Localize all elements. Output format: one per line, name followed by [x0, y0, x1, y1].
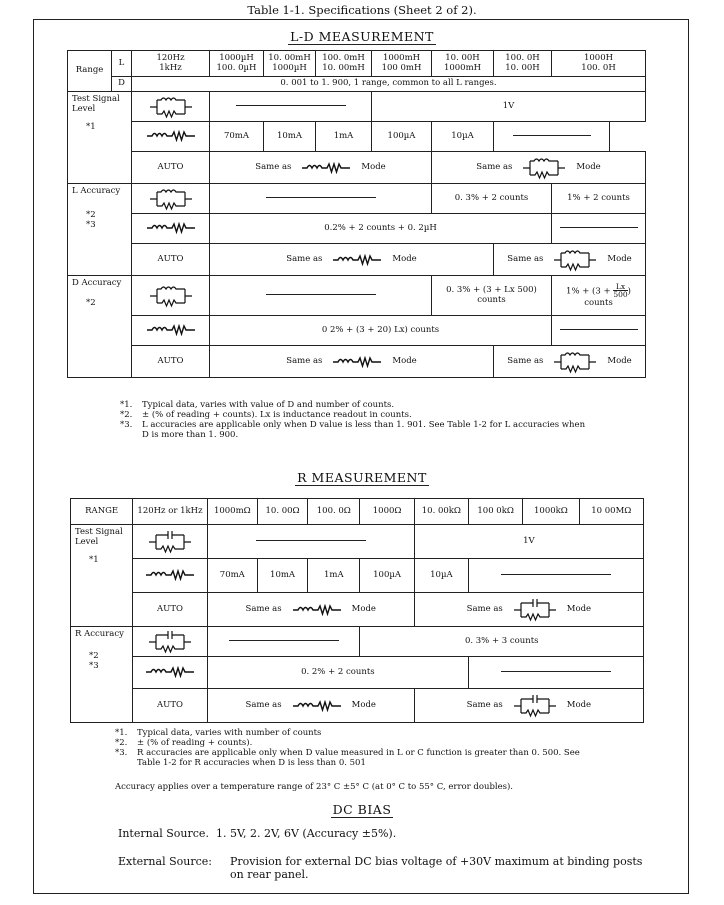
- r-acc-parallel: 0. 3% + 3 counts: [360, 627, 644, 657]
- series-inductor-icon: [132, 122, 210, 152]
- internal-source: Internal Source. 1. 5V, 2. 2V, 6V (Accuracy ±5%).: [118, 827, 397, 840]
- r-ts-series-value: 1mA: [308, 559, 360, 593]
- r-ts-parallel-value: 1V: [414, 525, 643, 559]
- ld-range-label: Range: [68, 51, 112, 92]
- ld-range-cell: 10. 00mH 1000µH: [264, 51, 316, 77]
- ld-l-label: L: [112, 51, 132, 77]
- r-range-cell: 10. 00Ω: [257, 499, 307, 525]
- footnote: *3. L accuracies are applicable only when D value is less than 1. 901. See Table 1-2 for L accuracies when D is more than 1. 900.: [120, 420, 586, 441]
- ld-l-acc-parallel: 0. 3% + 2 counts: [432, 184, 552, 214]
- ld-ts-series-value: 100µA: [372, 122, 432, 152]
- parallel-inductor-icon: [132, 276, 210, 316]
- footnote: *1. Typical data, varies with number of counts: [115, 728, 322, 738]
- dash-placeholder: [207, 525, 414, 559]
- r-footnotes: [115, 728, 595, 768]
- parallel-capacitor-icon: [133, 627, 207, 657]
- ld-ts-series-value: 10mA: [264, 122, 316, 152]
- parallel-inductor-icon: [132, 92, 210, 122]
- dash-placeholder: [469, 657, 644, 689]
- footnote: *1. Typical data, varies with value of D and number of counts.: [120, 400, 395, 410]
- r-range-cell: 1000Ω: [360, 499, 414, 525]
- ld-ts-series-value: 10µA: [432, 122, 494, 152]
- parallel-capacitor-icon: [133, 525, 207, 559]
- r-ts-series-value: 10µA: [414, 559, 468, 593]
- ld-range-cell: 10. 00H 1000mH: [432, 51, 494, 77]
- footnote: *2. ± (% of reading + counts).: [115, 738, 253, 749]
- ld-d-label: D: [112, 77, 132, 92]
- series-inductor-icon: [301, 162, 351, 174]
- r-range-cell: 100. 0Ω: [308, 499, 360, 525]
- r-range-cell: 100 0kΩ: [469, 499, 523, 525]
- ld-same-as-series: Same as Mode: [210, 346, 494, 378]
- ld-l-acc-parallel: 1% + 2 counts: [552, 184, 646, 214]
- parallel-inductor-icon: [553, 248, 597, 272]
- ld-range-cell: 100. 0mH 10. 00mH: [316, 51, 372, 77]
- parallel-inductor-icon: [553, 350, 597, 374]
- ld-ts-series-value: 70mA: [210, 122, 264, 152]
- ld-d-acc-parallel: 0. 3% + (3 + Lx 500) counts: [432, 276, 552, 316]
- ld-range-cell: 1000H 100. 0H: [552, 51, 646, 77]
- ld-same-as-parallel: Same as Mode: [432, 152, 646, 184]
- parallel-capacitor-icon: [513, 694, 557, 718]
- ld-same-as-parallel: Same as Mode: [494, 346, 646, 378]
- parallel-inductor-icon: [522, 156, 566, 180]
- series-inductor-icon: [132, 316, 210, 346]
- ld-auto-label: AUTO: [132, 244, 210, 276]
- r-acc-series: 0. 2% + 2 counts: [207, 657, 468, 689]
- ld-ts-parallel-value: 1V: [372, 92, 646, 122]
- r-ts-series-value: 10mA: [257, 559, 307, 593]
- r-range-label: RANGE: [71, 499, 133, 525]
- r-ts-series-value: 70mA: [207, 559, 257, 593]
- dash-placeholder: [210, 184, 432, 214]
- r-range-cell: 1000kΩ: [523, 499, 579, 525]
- r-table: [70, 498, 644, 723]
- ld-l-accuracy-label: L Accuracy *2 *3: [68, 184, 132, 276]
- r-test-signal-label: Test Signal Level *1: [71, 525, 133, 627]
- footnote: *3. R accuracies are applicable only when D value measured in L or C function is greater than 0. 500. See Table 1-2 for R accuracies when D is less than 0. 501: [115, 748, 580, 769]
- dash-placeholder: [210, 92, 372, 122]
- ld-auto-label: AUTO: [132, 152, 210, 184]
- ld-same-as-parallel: Same as Mode: [494, 244, 646, 276]
- ld-d-acc-parallel: 1% + (3 + $\frac{Lx}{500}$) counts: [552, 276, 646, 316]
- ld-d-acc-series: 0 2% + (3 + 20) Lx) counts: [210, 316, 552, 346]
- dash-placeholder: [210, 276, 432, 316]
- ld-d-accuracy-label: D Accuracy *2: [68, 276, 132, 378]
- ld-range-cell: 1000mH 100 0mH: [372, 51, 432, 77]
- ld-same-as-series: Same as Mode: [210, 244, 494, 276]
- series-resistor-icon: [292, 700, 342, 712]
- r-same-as-series: Same as Mode: [207, 689, 414, 723]
- ld-section-title: L-D MEASUREMENT: [290, 29, 434, 44]
- r-auto-label: AUTO: [133, 689, 207, 723]
- r-freq-header: 120Hz or 1kHz: [133, 499, 207, 525]
- ld-table: [67, 50, 646, 378]
- dash-placeholder: [494, 122, 610, 152]
- r-accuracy-label: R Accuracy *2 *3: [71, 627, 133, 723]
- r-ts-series-value: 100µA: [360, 559, 414, 593]
- ld-footnotes: [120, 400, 590, 440]
- dash-placeholder: [469, 559, 644, 593]
- series-resistor-icon: [292, 604, 342, 616]
- r-range-cell: 10. 00kΩ: [414, 499, 468, 525]
- r-range-cell: 1000mΩ: [207, 499, 257, 525]
- ld-freq-header: 120Hz 1kHz: [132, 51, 210, 77]
- series-resistor-icon: [133, 657, 207, 689]
- r-same-as-series: Same as Mode: [207, 593, 414, 627]
- dash-placeholder: [552, 214, 646, 244]
- footnote: *2. ± (% of reading + counts). Lx is inductance readout in counts.: [120, 410, 412, 421]
- ld-range-cell: 100. 0H 10. 00H: [494, 51, 552, 77]
- external-source: External Source: Provision for external DC bias voltage of +30V maximum at binding posts on rear panel.: [118, 855, 643, 881]
- ld-l-acc-series: 0.2% + 2 counts + 0. 2µH: [210, 214, 552, 244]
- ld-auto-label: AUTO: [132, 346, 210, 378]
- temperature-note: Accuracy applies over a temperature range of 23° C ±5° C (at 0° C to 55° C, error doubles).: [115, 782, 514, 792]
- parallel-inductor-icon: [132, 184, 210, 214]
- dc-bias-title: DC BIAS: [332, 802, 392, 817]
- ld-ts-series-value: 1mA: [316, 122, 372, 152]
- dash-placeholder: [552, 316, 646, 346]
- dash-placeholder: [207, 627, 360, 657]
- ld-d-range: 0. 001 to 1. 900, 1 range, common to all L ranges.: [132, 77, 646, 92]
- series-inductor-icon: [332, 254, 382, 266]
- ld-range-cell: 1000µH 100. 0µH: [210, 51, 264, 77]
- r-same-as-parallel: Same as Mode: [414, 689, 643, 723]
- series-resistor-icon: [133, 559, 207, 593]
- series-inductor-icon: [332, 356, 382, 368]
- r-auto-label: AUTO: [133, 593, 207, 627]
- r-same-as-parallel: Same as Mode: [414, 593, 643, 627]
- ld-same-as-series: Same as Mode: [210, 152, 432, 184]
- ld-test-signal-label: Test Signal Level *1: [68, 92, 132, 184]
- r-section-title: R MEASUREMENT: [297, 470, 427, 485]
- series-inductor-icon: [132, 214, 210, 244]
- parallel-capacitor-icon: [513, 598, 557, 622]
- r-range-cell: 10 00MΩ: [579, 499, 643, 525]
- page-title: Table 1-1. Specifications (Sheet 2 of 2).: [247, 3, 477, 17]
